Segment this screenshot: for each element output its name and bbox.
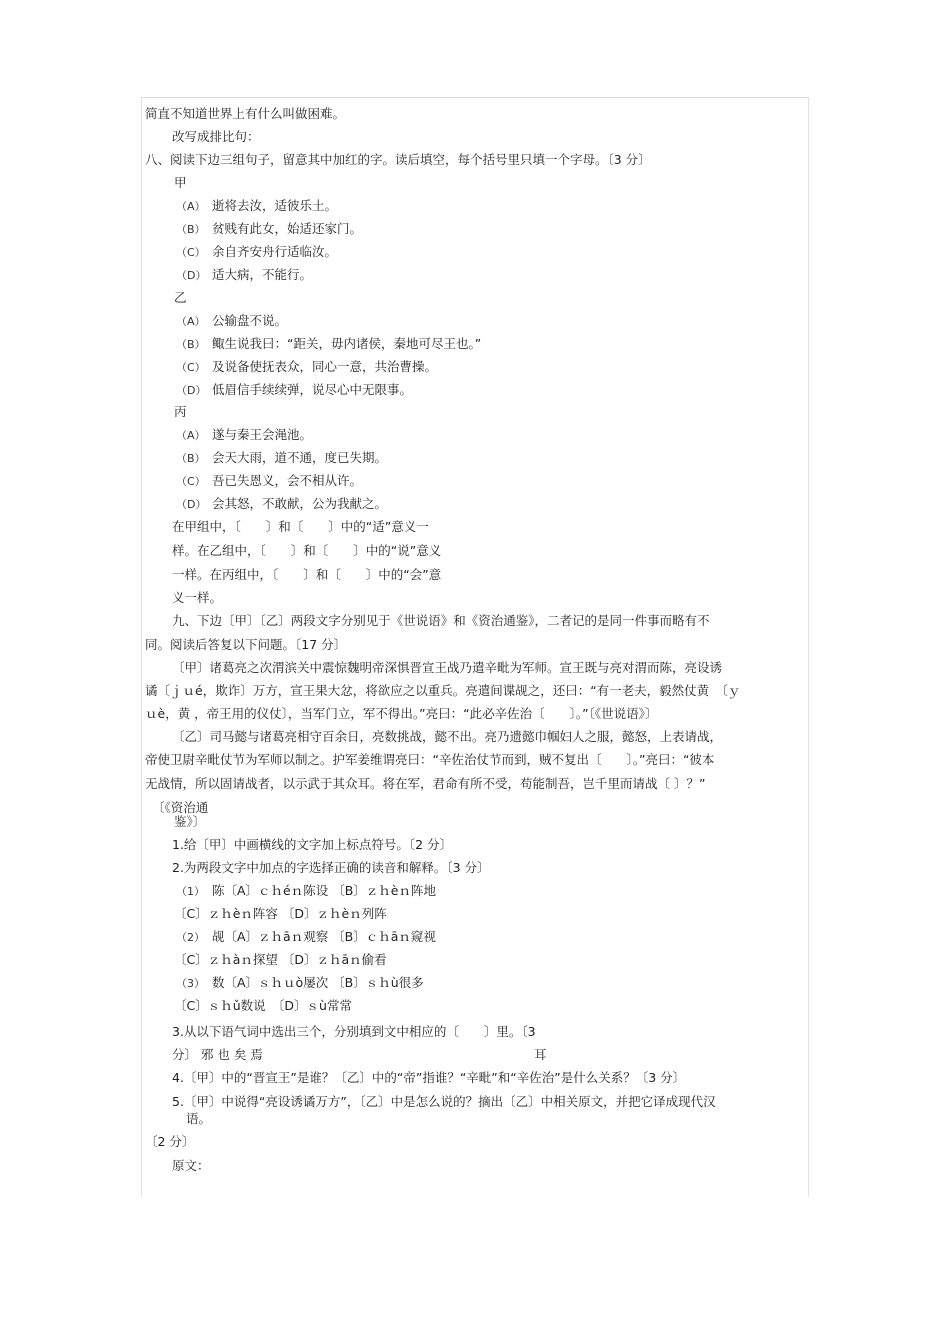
sub-question-3-words: 分〕 邪 也 矣 焉 bbox=[172, 1047, 263, 1062]
option-text: 会其怒，不敢献，公为我献之。 bbox=[212, 496, 388, 511]
option-text: 余自齐安舟行适临汝。 bbox=[212, 244, 338, 259]
fill-blank-line: 在甲组中，〔 〕和〔 〕中的“适”意义一 bbox=[172, 519, 429, 534]
option-text: 会天大雨，道不通，度已失期。 bbox=[212, 450, 388, 465]
answer-label: 原文： bbox=[172, 1158, 210, 1173]
option-label: （D） bbox=[176, 384, 207, 397]
passage-yi-line: 无战情，所以固请战者，以示武于其众耳。将在军，君命有所不受，苟能制吾，岂千里而请战〔 〕？” bbox=[145, 776, 706, 791]
page-border-left bbox=[141, 97, 142, 1197]
question-9: 九、下边〔甲〕〔乙〕两段文字分别见于《世说语》和《资治通鉴》，二者记的是同一件事而略有不 bbox=[172, 613, 710, 628]
sub-question-3: 3.从以下语气词中选出三个，分别填到文中相应的〔 〕里。〔3 bbox=[172, 1024, 536, 1039]
sub-question-5-cont: 语。 bbox=[186, 1111, 212, 1126]
option-text: 鲰生说我曰：“距关，毋内诸侯，秦地可尽王也。” bbox=[212, 336, 482, 351]
option-label: （A） bbox=[176, 315, 206, 328]
option-text: 低眉信手续续弹，说尽心中无限事。 bbox=[212, 382, 413, 397]
source-citation: 〔《资治通 bbox=[152, 800, 209, 815]
page-border-top bbox=[141, 97, 809, 98]
fill-blank-line: 一样。在丙组中，〔 〕和〔 〕中的“会”意 bbox=[172, 567, 442, 582]
option-text: 遂与秦王会渑池。 bbox=[212, 427, 313, 442]
pronunciation-options: 数〔A〕ｓｈｕò屡次 〔B〕ｓｈù很多 bbox=[212, 975, 424, 990]
group-jia-heading: 甲 bbox=[174, 175, 187, 190]
sub-question-4: 4.〔甲〕中的“晋宣王”是谁？〔乙〕中的“帝”指谁？“辛毗”和“辛佐治”是什么关系？〔3 分〕 bbox=[172, 1070, 686, 1085]
passage-jia-line: 〔甲〕诸葛亮之次渭滨关中震惊魏明帝深惧晋宣王战乃遣辛毗为军师。宣王既与亮对渭而陈，亮设诱 bbox=[172, 660, 723, 675]
question-8: 八、阅读下边三组句子，留意其中加红的字。读后填空，每个括号里只填一个字母。〔3 分〕 bbox=[145, 152, 651, 167]
option-text: 逝将去汝，适彼乐土。 bbox=[212, 198, 338, 213]
option-label: （A） bbox=[176, 200, 206, 213]
passage-jia-line: 谲〔ｊｕé，欺诈〕万方，宣王果大忿，将欲应之以重兵。亮遣间谍觇之，还曰：“有一老夫，毅然仗黄 〔ｙ bbox=[145, 683, 741, 698]
option-text: 贫贱有此女，始适还家门。 bbox=[212, 221, 363, 236]
option-text: 吾已失恩义，会不相从许。 bbox=[212, 473, 363, 488]
source-citation: 鉴》〕 bbox=[174, 814, 206, 829]
page-border-right bbox=[808, 97, 809, 1197]
item-number: （3） bbox=[176, 977, 205, 990]
sub-question-5: 5.〔甲〕中说得“亮设诱谲万方”，〔乙〕中是怎么说的？摘出〔乙〕中相关原文，并把它译成现代汉 bbox=[172, 1094, 716, 1109]
pronunciation-options: 〔C〕ｓｈǔ数说 〔D〕ｓù常常 bbox=[174, 998, 352, 1013]
group-yi-heading: 乙 bbox=[174, 290, 187, 305]
passage-yi-line: 〔乙〕司马懿与诸葛亮相守百余日，亮数挑战，懿不出。亮乃遗懿巾帼妇人之服，懿怒，上表请战， bbox=[172, 729, 723, 744]
question-9-cont: 同。阅读后答复以下问题。〔17 分〕 bbox=[145, 637, 347, 652]
fill-blank-line: 义一样。 bbox=[172, 590, 223, 605]
sub-question-5-score: 〔2 分〕 bbox=[145, 1134, 195, 1149]
option-label: （D） bbox=[176, 498, 207, 511]
option-text: 适大病，不能行。 bbox=[212, 267, 313, 282]
option-label: （C） bbox=[176, 475, 206, 488]
option-text: 公输盘不说。 bbox=[212, 313, 288, 328]
passage-jia-line: ｕè，黄 ，帝王用的仪仗〕，当军门立，军不得出。”亮曰：“此必辛佐治〔 〕。”〔《世说语》〕 bbox=[145, 706, 658, 721]
pronunciation-options: 觇〔A〕ｚｈāｎ观察 〔B〕ｃｈāｎ窥视 bbox=[212, 929, 436, 944]
option-label: （B） bbox=[176, 452, 206, 465]
pronunciation-options: 〔C〕ｚｈàｎ探望 〔D〕ｚｈāｎ偷看 bbox=[174, 952, 387, 967]
option-label: （B） bbox=[176, 338, 206, 351]
option-label: （A） bbox=[176, 429, 206, 442]
pronunciation-options: 陈〔A〕ｃｈéｎ陈设 〔B〕ｚｈèｎ阵地 bbox=[212, 883, 436, 898]
item-number: （2） bbox=[176, 931, 205, 944]
pronunciation-options: 〔C〕ｚｈèｎ阵容 〔D〕ｚｈèｎ列阵 bbox=[174, 906, 387, 921]
group-bing-heading: 丙 bbox=[174, 404, 187, 419]
item-number: （1） bbox=[176, 885, 205, 898]
option-text: 及说备使抚表众，同心一意，共治曹操。 bbox=[212, 359, 438, 374]
sub-question-3-words: 耳 bbox=[534, 1047, 547, 1062]
option-label: （C） bbox=[176, 246, 206, 259]
option-label: （C） bbox=[176, 361, 206, 374]
option-label: （D） bbox=[176, 269, 207, 282]
fill-blank-line: 样。在乙组中，〔 〕和〔 〕中的“说”意义 bbox=[172, 543, 442, 558]
text-line: 简直不知道世界上有什么叫做困难。 bbox=[145, 106, 346, 121]
passage-yi-line: 帝使卫尉辛毗仗节为军师以制之。护军姜维谓亮曰：“辛佐治仗节而到，贼不复出〔 〕。”亮曰：“彼本 bbox=[145, 752, 715, 767]
sub-question-1: 1.给〔甲〕中画横线的文字加上标点符号。〔2 分〕 bbox=[172, 837, 453, 852]
rewrite-prompt: 改写成排比句： bbox=[172, 129, 260, 144]
sub-question-2: 2.为两段文字中加点的字选择正确的读音和解释。〔3 分〕 bbox=[172, 860, 490, 875]
option-label: （B） bbox=[176, 223, 206, 236]
